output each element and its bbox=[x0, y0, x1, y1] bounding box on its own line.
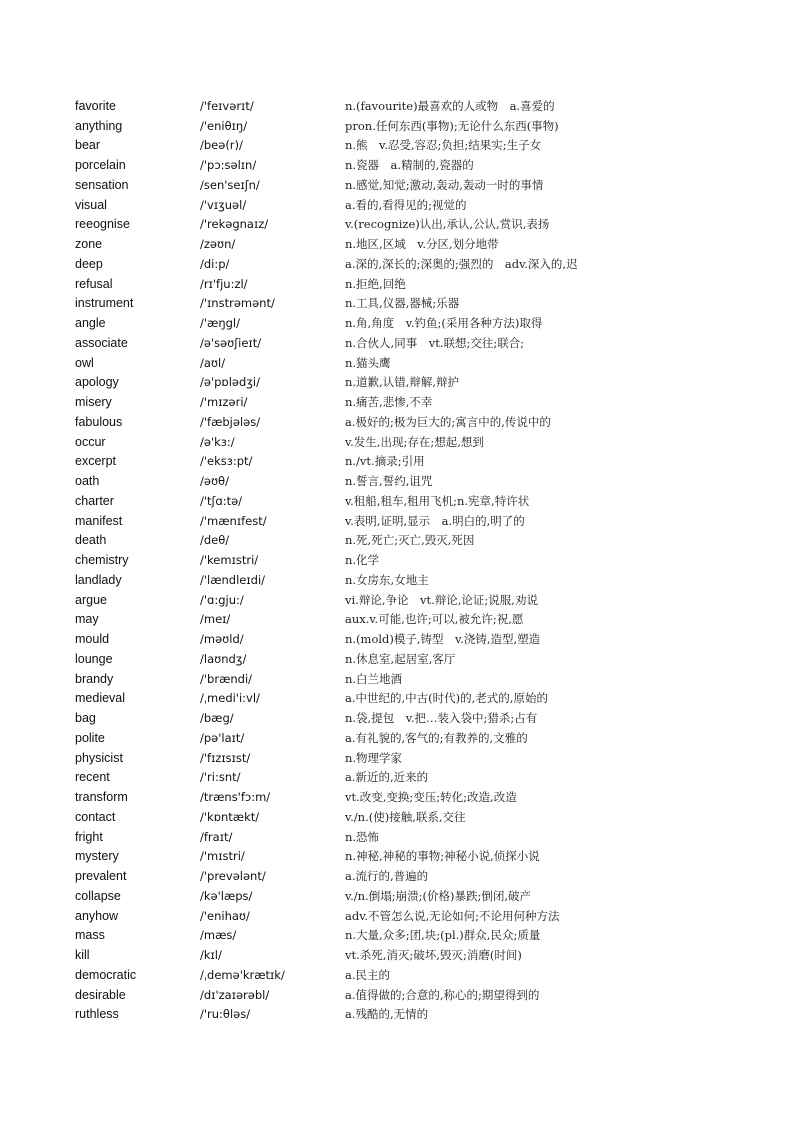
vocab-word: prevalent bbox=[75, 869, 127, 884]
vocab-definition: v.发生,出现;存在;想起,想到 bbox=[345, 434, 484, 449]
vocab-definition: n.工具,仪器,器械;乐器 bbox=[345, 296, 460, 311]
vocab-definition: n.(favourite)最喜欢的人或物 a.喜爱的 bbox=[345, 98, 555, 113]
vocab-row bbox=[75, 985, 775, 1005]
vocab-row bbox=[75, 254, 775, 274]
vocab-row bbox=[75, 847, 775, 867]
vocab-definition: n.拒绝,回绝 bbox=[345, 276, 406, 291]
vocab-phonetic: /træns'fɔ:m/ bbox=[200, 790, 271, 805]
vocab-definition: n.猫头鹰 bbox=[345, 355, 391, 370]
vocab-definition: a.极好的;极为巨大的;寓言中的,传说中的 bbox=[345, 414, 551, 429]
vocab-row bbox=[75, 215, 775, 235]
vocab-row bbox=[75, 234, 775, 254]
vocab-definition: n.化学 bbox=[345, 553, 380, 568]
vocab-definition: n.地区,区域 v.分区,划分地带 bbox=[345, 237, 499, 252]
vocab-word: fabulous bbox=[75, 414, 123, 429]
vocab-phonetic: /sen'seɪʃn/ bbox=[200, 177, 260, 192]
vocab-row bbox=[75, 1005, 775, 1025]
vocab-phonetic: /'enihaʊ/ bbox=[200, 908, 250, 923]
vocab-word: fright bbox=[75, 829, 103, 844]
vocab-phonetic: /fraɪt/ bbox=[200, 829, 233, 844]
vocab-definition: n.死,死亡;灭亡,毁灭,死因 bbox=[345, 533, 475, 548]
vocab-phonetic: /'eniθɪŋ/ bbox=[200, 118, 248, 133]
vocab-word: visual bbox=[75, 197, 107, 212]
vocab-row bbox=[75, 827, 775, 847]
vocab-definition: a.新近的,近来的 bbox=[345, 770, 429, 785]
vocab-word: polite bbox=[75, 730, 105, 745]
vocab-row bbox=[75, 787, 775, 807]
vocab-phonetic: /'ɪnstrəmənt/ bbox=[200, 296, 275, 311]
vocab-phonetic: /'prevələnt/ bbox=[200, 869, 266, 884]
vocab-phonetic: /'kemɪstri/ bbox=[200, 553, 259, 568]
vocab-word: instrument bbox=[75, 296, 134, 311]
vocab-definition: v.租船,租车,租用飞机;n.宪章,特许状 bbox=[345, 493, 530, 508]
vocab-row bbox=[75, 471, 775, 491]
vocab-word: sensation bbox=[75, 177, 129, 192]
vocab-word: brandy bbox=[75, 671, 114, 686]
vocab-word: anything bbox=[75, 118, 123, 133]
vocab-word: physicist bbox=[75, 750, 123, 765]
vocab-phonetic: /'mɪstri/ bbox=[200, 849, 245, 864]
vocab-row bbox=[75, 452, 775, 472]
vocab-phonetic: /ə'kɜ:/ bbox=[200, 434, 235, 449]
vocab-row bbox=[75, 708, 775, 728]
vocab-phonetic: /ˌdemə'krætɪk/ bbox=[200, 967, 285, 982]
vocab-phonetic: /'ɑ:gju:/ bbox=[200, 592, 244, 607]
vocab-phonetic: /'pɔ:səlɪn/ bbox=[200, 158, 257, 173]
vocab-row bbox=[75, 629, 775, 649]
vocab-phonetic: /kə'læps/ bbox=[200, 888, 253, 903]
vocab-phonetic: /'mænɪfest/ bbox=[200, 513, 267, 528]
vocab-definition: n.白兰地酒 bbox=[345, 671, 403, 686]
vocab-word: owl bbox=[75, 355, 94, 370]
vocab-definition: a.深的,深长的;深奥的;强烈的 adv.深入的,迟 bbox=[345, 256, 578, 271]
vocab-row bbox=[75, 906, 775, 926]
vocab-phonetic: /'fæbjələs/ bbox=[200, 414, 261, 429]
vocab-definition: vi.辩论,争论 vt.辩论,论证;说服,劝说 bbox=[345, 592, 538, 607]
vocab-word: anyhow bbox=[75, 908, 119, 923]
vocab-phonetic: /'kɒntækt/ bbox=[200, 809, 260, 824]
vocab-row bbox=[75, 353, 775, 373]
vocab-word: landlady bbox=[75, 572, 122, 587]
vocab-word: charter bbox=[75, 493, 114, 508]
vocab-phonetic: /rɪ'fju:zl/ bbox=[200, 276, 248, 291]
vocab-phonetic: /'æŋgl/ bbox=[200, 316, 240, 331]
vocab-phonetic: /di:p/ bbox=[200, 256, 230, 271]
vocab-row bbox=[75, 116, 775, 136]
vocab-word: lounge bbox=[75, 651, 113, 666]
vocab-definition: a.中世纪的,中古(时代)的,老式的,原始的 bbox=[345, 691, 548, 706]
vocab-definition: n.神秘,神秘的事物;神秘小说,侦探小说 bbox=[345, 849, 540, 864]
vocab-definition: n.熊 v.忍受,容忍;负担;结果实;生子女 bbox=[345, 138, 542, 153]
vocab-word: democratic bbox=[75, 967, 137, 982]
vocab-phonetic: /meɪ/ bbox=[200, 612, 231, 627]
vocab-word: mould bbox=[75, 632, 110, 647]
vocabulary-list bbox=[75, 96, 775, 1024]
vocab-word: favorite bbox=[75, 98, 116, 113]
vocab-definition: n.女房东,女地主 bbox=[345, 572, 429, 587]
vocab-word: ruthless bbox=[75, 1007, 119, 1022]
vocab-phonetic: /laʊndʒ/ bbox=[200, 651, 247, 666]
vocab-definition: a.流行的,普遍的 bbox=[345, 869, 429, 884]
vocab-row bbox=[75, 945, 775, 965]
vocab-row bbox=[75, 333, 775, 353]
vocab-phonetic: /dɪ'zaɪərəbl/ bbox=[200, 987, 270, 1002]
vocab-row bbox=[75, 728, 775, 748]
vocab-word: collapse bbox=[75, 888, 121, 903]
vocab-word: transform bbox=[75, 790, 128, 805]
vocab-word: desirable bbox=[75, 987, 126, 1002]
vocab-phonetic: /'brændi/ bbox=[200, 671, 253, 686]
vocab-definition: n.感觉,知觉;激动,轰动,轰动一时的事情 bbox=[345, 177, 544, 192]
vocab-row bbox=[75, 590, 775, 610]
vocab-phonetic: /pə'laɪt/ bbox=[200, 730, 245, 745]
vocab-definition: v./n.(使)接触,联系,交往 bbox=[345, 809, 466, 824]
vocab-word: misery bbox=[75, 395, 112, 410]
vocab-phonetic: /'ru:θləs/ bbox=[200, 1007, 251, 1022]
vocab-definition: n.袋,提包 v.把…装入袋中;猎杀;占有 bbox=[345, 711, 538, 726]
vocab-phonetic: /ə'pɒlədʒi/ bbox=[200, 375, 260, 390]
vocab-row bbox=[75, 373, 775, 393]
vocab-row bbox=[75, 570, 775, 590]
vocab-word: reeognise bbox=[75, 217, 130, 232]
vocab-definition: n.大量,众多;团,块;(pl.)群众,民众;质量 bbox=[345, 928, 541, 943]
vocab-word: porcelain bbox=[75, 158, 126, 173]
vocab-word: excerpt bbox=[75, 454, 116, 469]
vocab-word: argue bbox=[75, 592, 107, 607]
vocab-definition: n.誓言,誓约,诅咒 bbox=[345, 474, 433, 489]
vocab-word: bag bbox=[75, 711, 96, 726]
vocab-definition: n.道歉,认错,辩解,辩护 bbox=[345, 375, 460, 390]
vocab-phonetic: /aʊl/ bbox=[200, 355, 226, 370]
vocab-phonetic: /əʊθ/ bbox=[200, 474, 229, 489]
vocab-definition: n.物理学家 bbox=[345, 750, 403, 765]
vocab-phonetic: /ˌmedi'i:vl/ bbox=[200, 691, 260, 706]
vocab-phonetic: /'ri:snt/ bbox=[200, 770, 241, 785]
vocab-word: refusal bbox=[75, 276, 113, 291]
vocab-row bbox=[75, 926, 775, 946]
vocab-phonetic: /bæg/ bbox=[200, 711, 234, 726]
vocab-word: angle bbox=[75, 316, 106, 331]
vocab-definition: n./vt.摘录;引用 bbox=[345, 454, 425, 469]
vocab-row bbox=[75, 294, 775, 314]
vocab-definition: n.角,角度 v.钓鱼;(采用各种方法)取得 bbox=[345, 316, 543, 331]
vocab-definition: a.有礼貌的,客气的;有教养的,文雅的 bbox=[345, 730, 528, 745]
vocab-row bbox=[75, 886, 775, 906]
vocab-phonetic: /'mɪzəri/ bbox=[200, 395, 248, 410]
vocab-row bbox=[75, 965, 775, 985]
vocab-row bbox=[75, 669, 775, 689]
vocab-row bbox=[75, 511, 775, 531]
vocab-row bbox=[75, 155, 775, 175]
vocab-word: mystery bbox=[75, 849, 119, 864]
vocab-definition: vt.改变,变换;变压;转化;改造,改造 bbox=[345, 790, 517, 805]
vocab-word: zone bbox=[75, 237, 103, 252]
vocab-word: deep bbox=[75, 256, 103, 271]
vocab-row bbox=[75, 866, 775, 886]
vocab-definition: a.看的,看得见的;视觉的 bbox=[345, 197, 467, 212]
vocab-row bbox=[75, 195, 775, 215]
vocab-definition: n.休息室,起居室,客厅 bbox=[345, 651, 456, 666]
vocab-phonetic: /'tʃɑ:tə/ bbox=[200, 493, 243, 508]
vocab-phonetic: /məʊld/ bbox=[200, 632, 244, 647]
vocab-word: kill bbox=[75, 948, 90, 963]
vocab-definition: a.值得做的;合意的,称心的;期望得到的 bbox=[345, 987, 540, 1002]
vocab-phonetic: /'feɪvərɪt/ bbox=[200, 98, 254, 113]
vocab-phonetic: /ə'səʊʃieɪt/ bbox=[200, 335, 262, 350]
vocab-definition: v.(recognize)认出,承认,公认,赏识,表扬 bbox=[345, 217, 550, 232]
vocab-phonetic: /'lændleɪdi/ bbox=[200, 572, 266, 587]
vocab-word: contact bbox=[75, 809, 116, 824]
vocab-row bbox=[75, 432, 775, 452]
vocab-phonetic: /kɪl/ bbox=[200, 948, 222, 963]
vocab-row bbox=[75, 610, 775, 630]
vocab-row bbox=[75, 768, 775, 788]
vocab-definition: a.残酷的,无情的 bbox=[345, 1007, 429, 1022]
vocab-row bbox=[75, 689, 775, 709]
vocab-word: manifest bbox=[75, 513, 123, 528]
vocab-row bbox=[75, 313, 775, 333]
vocab-row bbox=[75, 412, 775, 432]
vocab-definition: v./n.倒塌;崩溃;(价格)暴跌;倒闭,破产 bbox=[345, 888, 531, 903]
vocab-phonetic: /deθ/ bbox=[200, 533, 230, 548]
vocab-phonetic: /beə(r)/ bbox=[200, 138, 243, 153]
vocab-row bbox=[75, 531, 775, 551]
vocab-definition: n.痛苦,悲惨,不幸 bbox=[345, 395, 433, 410]
vocab-word: associate bbox=[75, 335, 128, 350]
vocab-word: apology bbox=[75, 375, 119, 390]
vocab-word: recent bbox=[75, 770, 110, 785]
vocab-definition: a.民主的 bbox=[345, 967, 391, 982]
vocab-definition: n.合伙人,同事 vt.联想;交往;联合; bbox=[345, 335, 525, 350]
vocab-definition: v.表明,证明,显示 a.明白的,明了的 bbox=[345, 513, 525, 528]
vocab-word: mass bbox=[75, 928, 105, 943]
vocab-row bbox=[75, 748, 775, 768]
vocab-row bbox=[75, 807, 775, 827]
vocab-phonetic: /'eksɜ:pt/ bbox=[200, 454, 253, 469]
vocab-definition: n.(mold)模子,铸型 v.浇铸,造型,塑造 bbox=[345, 632, 541, 647]
vocab-definition: vt.杀死,消灭;破坏,毁灭;消磨(时间) bbox=[345, 948, 522, 963]
vocab-word: bear bbox=[75, 138, 101, 153]
vocab-word: chemistry bbox=[75, 553, 129, 568]
vocab-phonetic: /mæs/ bbox=[200, 928, 237, 943]
vocab-word: medieval bbox=[75, 691, 126, 706]
vocab-row bbox=[75, 136, 775, 156]
vocab-row bbox=[75, 491, 775, 511]
vocab-word: may bbox=[75, 612, 99, 627]
vocab-row bbox=[75, 392, 775, 412]
vocab-phonetic: /zəʊn/ bbox=[200, 237, 236, 252]
vocab-phonetic: /'rekəgnaɪz/ bbox=[200, 217, 269, 232]
vocab-row bbox=[75, 550, 775, 570]
vocab-phonetic: /'fɪzɪsɪst/ bbox=[200, 750, 251, 765]
vocab-row bbox=[75, 649, 775, 669]
vocab-definition: adv.不管怎么说,无论如何;不论用何种方法 bbox=[345, 908, 560, 923]
vocab-definition: n.恐怖 bbox=[345, 829, 380, 844]
vocab-word: oath bbox=[75, 474, 100, 489]
vocab-definition: pron.任何东西(事物);无论什么东西(事物) bbox=[345, 118, 559, 133]
vocab-word: occur bbox=[75, 434, 106, 449]
vocab-phonetic: /'vɪʒuəl/ bbox=[200, 197, 247, 212]
vocab-row bbox=[75, 175, 775, 195]
vocab-definition: n.瓷器 a.精制的,瓷器的 bbox=[345, 158, 474, 173]
vocab-row bbox=[75, 274, 775, 294]
vocab-word: death bbox=[75, 533, 107, 548]
vocab-row bbox=[75, 96, 775, 116]
vocab-definition: aux.v.可能,也许;可以,被允许;祝,愿 bbox=[345, 612, 524, 627]
